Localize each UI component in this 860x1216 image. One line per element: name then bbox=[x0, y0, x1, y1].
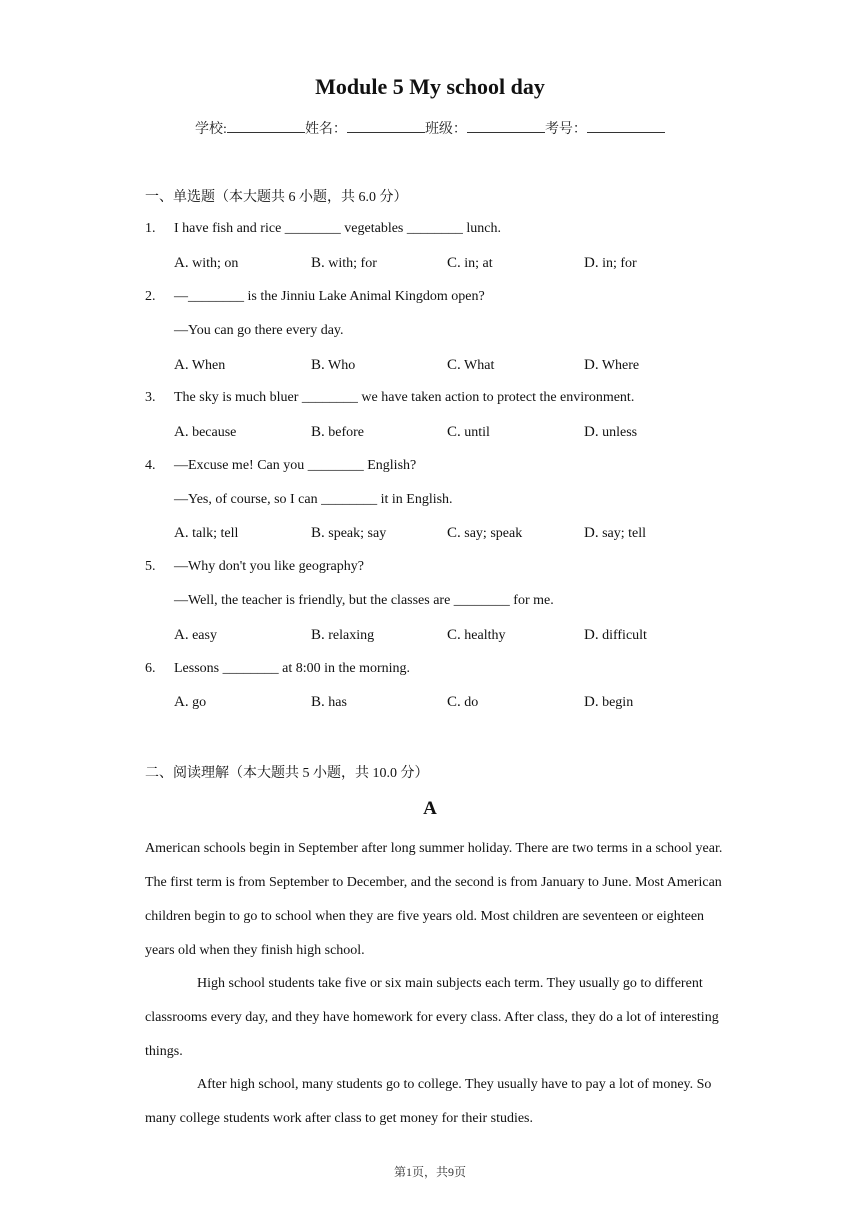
option-a[interactable]: A. easy bbox=[174, 627, 217, 643]
question-number: 3. bbox=[145, 390, 156, 405]
option-d[interactable]: D. begin bbox=[584, 694, 634, 710]
school-label: 学校: bbox=[195, 122, 227, 137]
option-b[interactable]: B. speak; say bbox=[311, 525, 387, 541]
question-1 bbox=[145, 221, 501, 237]
passage-paragraph: American schools begin in September after long summer holiday. There are two terms in a school year. The first term is from September to December, and the second is from January to June. Most American children begin to go to school when they are five years old. Most children are seventeen or eighteen years old when they finish high school. bbox=[145, 841, 723, 958]
option-b[interactable]: B. has bbox=[311, 694, 347, 710]
section-heading-reading: 二、阅读理解（本大题共 5 小题，共 10.0 分） bbox=[145, 766, 429, 781]
option-d[interactable]: D. unless bbox=[584, 424, 638, 440]
option-b[interactable]: B. before bbox=[311, 424, 365, 440]
option-d[interactable]: D. in; for bbox=[584, 255, 637, 271]
question-text-line: —Well, the teacher is friendly, but the classes are ________ for me. bbox=[174, 593, 554, 608]
option-a[interactable]: A. with; on bbox=[174, 255, 239, 271]
option-d[interactable]: D. difficult bbox=[584, 627, 647, 643]
option-b[interactable]: B. with; for bbox=[311, 255, 377, 271]
option-c[interactable]: C. say; speak bbox=[447, 525, 523, 541]
question-text: Lessons ________ at 8:00 in the morning. bbox=[174, 661, 411, 676]
question-number: 4. bbox=[145, 458, 156, 473]
question-5 bbox=[145, 559, 364, 575]
option-c[interactable]: C. until bbox=[447, 424, 490, 440]
section-heading-single-choice: 一、单选题（本大题共 6 小题，共 6.0 分） bbox=[145, 190, 408, 205]
exam-number-label: 考号： bbox=[544, 122, 587, 137]
option-d[interactable]: D. Where bbox=[584, 357, 640, 373]
question-text: —________ is the Jinniu Lake Animal Kingdom open? bbox=[174, 289, 485, 304]
name-blank[interactable] bbox=[347, 119, 425, 133]
question-2 bbox=[145, 289, 485, 305]
question-text: —Why don't you like geography? bbox=[174, 559, 364, 574]
page-title: Module 5 My school day bbox=[315, 74, 545, 99]
option-c[interactable]: C. healthy bbox=[447, 627, 506, 643]
option-b[interactable]: B. Who bbox=[311, 357, 356, 373]
question-text: The sky is much bluer ________ we have taken action to protect the environment. bbox=[174, 390, 635, 405]
class-blank[interactable] bbox=[467, 119, 545, 133]
question-text: I have fish and rice ________ vegetables ________ lunch. bbox=[174, 221, 501, 236]
question-3 bbox=[145, 390, 634, 406]
question-4 bbox=[145, 458, 416, 474]
question-6 bbox=[145, 661, 410, 677]
option-a[interactable]: A. When bbox=[174, 357, 226, 373]
question-number: 1. bbox=[145, 221, 156, 236]
question-text: —Excuse me! Can you ________ English? bbox=[174, 458, 417, 473]
question-text-line: —Yes, of course, so I can ________ it in English. bbox=[174, 492, 453, 507]
school-blank[interactable] bbox=[227, 119, 305, 133]
option-c[interactable]: C. in; at bbox=[447, 255, 493, 271]
question-number: 5. bbox=[145, 559, 156, 574]
passage-title: A bbox=[423, 798, 437, 819]
option-a[interactable]: A. talk; tell bbox=[174, 525, 239, 541]
option-c[interactable]: C. What bbox=[447, 357, 495, 373]
question-text-line: —You can go there every day. bbox=[174, 323, 344, 338]
passage-paragraph: After high school, many students go to college. They usually have to pay a lot of money. So many college students work after class to get money for their studies. bbox=[145, 1077, 712, 1126]
page-footer: 第1页，共9页 bbox=[393, 1165, 466, 1179]
question-number: 6. bbox=[145, 661, 156, 676]
class-label: 班级： bbox=[424, 122, 467, 137]
exam-number-blank[interactable] bbox=[587, 119, 665, 133]
question-number: 2. bbox=[145, 289, 156, 304]
option-c[interactable]: C. do bbox=[447, 694, 479, 710]
name-label: 姓名： bbox=[304, 122, 347, 137]
student-info-line bbox=[0, 118, 860, 138]
option-b[interactable]: B. relaxing bbox=[311, 627, 375, 643]
option-a[interactable]: A. because bbox=[174, 424, 237, 440]
option-d[interactable]: D. say; tell bbox=[584, 525, 647, 541]
passage-paragraph: High school students take five or six main subjects each term. They usually go to different classrooms every day, and they have homework for every class. After class, they do a lot of interesting things. bbox=[145, 976, 719, 1059]
option-a[interactable]: A. go bbox=[174, 694, 207, 710]
